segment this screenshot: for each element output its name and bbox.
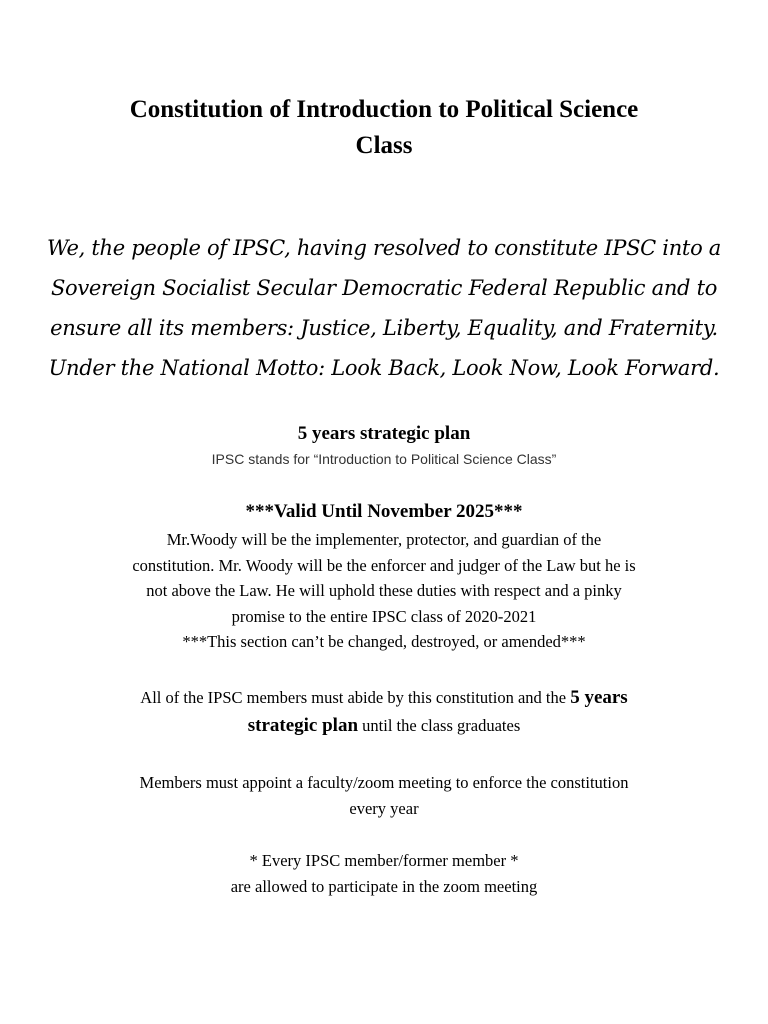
- abide-line-2: [80, 712, 688, 740]
- document-title: [60, 92, 708, 164]
- members-line-1: * Every IPSC member/former member *: [249, 851, 519, 870]
- abide-line-1: [80, 684, 688, 712]
- members-paragraph: [80, 848, 688, 900]
- abide-text-1: All of the IPSC members must abide by this constitution and the: [140, 688, 571, 707]
- abide-bold-1: 5 years: [570, 687, 628, 708]
- validity-heading: ***Valid Until November 2025***: [245, 501, 523, 522]
- abide-paragraph: [80, 684, 688, 740]
- preamble: [40, 228, 728, 388]
- members-line-2: are allowed to participate in the zoom meeting: [230, 877, 538, 896]
- appoint-line-1: Members must appoint a faculty/zoom meeting to enforce the constitution: [139, 773, 629, 792]
- preamble-line-2: Sovereign Socialist Secular Democratic Federal Republic and to: [50, 276, 718, 300]
- woody-line-2: constitution. Mr. Woody will be the enforcer and judger of the Law but he is: [132, 555, 636, 575]
- woody-line-5: ***This section can’t be changed, destroyed, or amended***: [182, 632, 586, 651]
- strategic-plan-heading: 5 years strategic plan: [297, 423, 471, 444]
- abide-bold-2: strategic plan: [247, 715, 359, 736]
- abide-text-2: until the class graduates: [358, 716, 521, 735]
- woody-section: [80, 527, 688, 655]
- ipsc-definition-note: IPSC stands for “Introduction to Political Science Class”: [211, 451, 557, 467]
- woody-line-1: Mr.Woody will be the implementer, protector, and guardian of the: [166, 530, 602, 549]
- woody-line-3: not above the Law. He will uphold these duties with respect and a pinky: [146, 581, 622, 600]
- woody-line-4: promise to the entire IPSC class of 2020-2021: [231, 606, 537, 626]
- preamble-line-4: Under the National Motto: Look Back, Look Now, Look Forward.: [48, 356, 720, 380]
- title-line-1: Constitution of Introduction to Political Science: [129, 96, 639, 123]
- preamble-line-3: ensure all its members: Justice, Liberty, Equality, and Fraternity.: [50, 316, 718, 340]
- appoint-paragraph: [80, 770, 688, 822]
- title-line-2: Class: [355, 132, 413, 159]
- preamble-line-1: We, the people of IPSC, having resolved to constitute IPSC into a: [46, 236, 722, 260]
- appoint-line-2: every year: [349, 799, 419, 818]
